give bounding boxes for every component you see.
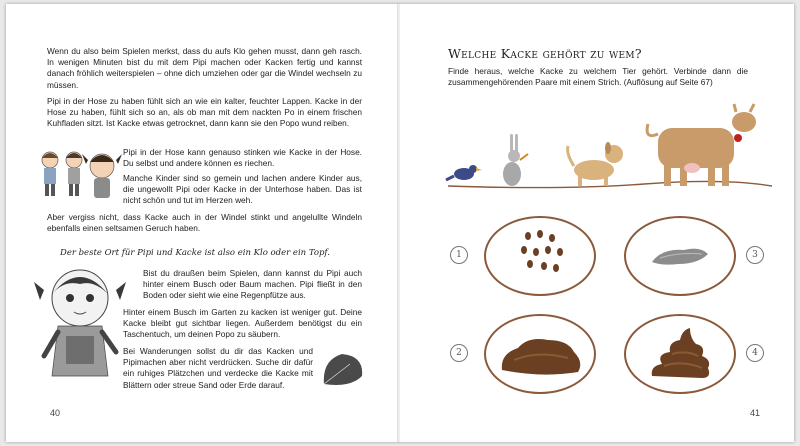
children-illustration bbox=[36, 146, 126, 204]
book-spread bbox=[6, 4, 794, 442]
instructions: Finde heraus, welche Kacke zu welchem Tier gehört. Verbinde dann die zusammengehörenden Paare mit einem Strich. (Auflösung auf Seite 67) bbox=[448, 66, 748, 88]
paragraph: Bist du draußen beim Spielen, dann kannst du Pipi auch hinter einem Busch oder Baum machen. Pipi fließt in den Boden oder sieht wie eine Regenpfütze aus. bbox=[143, 268, 362, 301]
handwritten-note: Der beste Ort für Pipi und Kacke ist also ein Klo oder ein Topf. bbox=[60, 248, 330, 258]
leaf-illustration bbox=[320, 350, 366, 390]
paragraph: Wenn du also beim Spielen merkst, dass du aufs Klo gehen musst, dann geh rasch. In wenigen Minuten bist du mit dem Pipi machen oder Kacken fertig und kannst danach fröhlich weiterspielen – ohne dich umziehen oder gar die Windel wechseln zu müssen. bbox=[47, 46, 362, 90]
page-number: 41 bbox=[750, 408, 761, 418]
poop-oval-4[interactable] bbox=[624, 314, 736, 394]
number-badge-3: 3 bbox=[746, 246, 764, 264]
poop-oval-1[interactable] bbox=[484, 216, 596, 296]
cow-icon bbox=[647, 104, 756, 186]
rabbit-icon bbox=[503, 134, 528, 186]
cow-pat-poop-icon bbox=[498, 332, 584, 378]
number-badge-1: 1 bbox=[450, 246, 468, 264]
bird-icon bbox=[446, 165, 482, 180]
small-log-poop-icon bbox=[648, 242, 712, 270]
paragraph: Hinter einem Busch im Garten zu kacken ist weniger gut. Deine Kacke bleibt gut sichtbar liegen. Außerdem benötigst du ein Taschentuch, um deinen Popo zu säubern. bbox=[123, 307, 362, 340]
page-title: Welche Kacke gehört zu wem? bbox=[448, 46, 642, 61]
pellets-poop-icon bbox=[516, 228, 566, 280]
dog-icon bbox=[568, 142, 623, 186]
number-badge-4: 4 bbox=[746, 344, 764, 362]
paragraph: Bei Wanderungen sollst du dir das Kacken und Pipimachen aber nicht verdrücken. Suche dir dafür ein ruhiges Plätzchen und verdecke die Kacke mit Blättern oder streue Sand oder Erde darauf. bbox=[123, 346, 313, 390]
page-number: 40 bbox=[50, 408, 61, 418]
animals-illustration bbox=[444, 94, 774, 196]
number-badge-2: 2 bbox=[450, 344, 468, 362]
paragraph: Aber vergiss nicht, dass Kacke auch in der Windel stinkt und angelullte Windeln ebenfalls einen seltsamen Geruch haben. bbox=[47, 212, 362, 234]
poop-oval-2[interactable] bbox=[484, 314, 596, 394]
girl-illustration bbox=[34, 266, 126, 386]
swirl-poop-icon bbox=[646, 326, 716, 382]
paragraph: Pipi in der Hose kann genauso stinken wie Kacke in der Hose. Du selbst und andere können es riechen. bbox=[123, 147, 362, 169]
paragraph: Pipi in der Hose zu haben fühlt sich an wie ein kalter, feuchter Lappen. Kacke in der Hose zu haben, fühlt sich so an, als ob man mit dem nackten Po in einem frischen Kuhfladen sitzt. Ist Kacke etwas getrocknet, dann kann sie den Popo wund reiben. bbox=[47, 96, 362, 129]
left-page bbox=[6, 4, 398, 442]
poop-oval-3[interactable] bbox=[624, 216, 736, 296]
paragraph: Manche Kinder sind so gemein und lachen andere Kinder aus, die ungewollt Pipi oder Kacke in der Unterhose haben. Das ist nicht schön und tut im Herzen weh. bbox=[123, 173, 362, 206]
right-page bbox=[400, 4, 794, 442]
